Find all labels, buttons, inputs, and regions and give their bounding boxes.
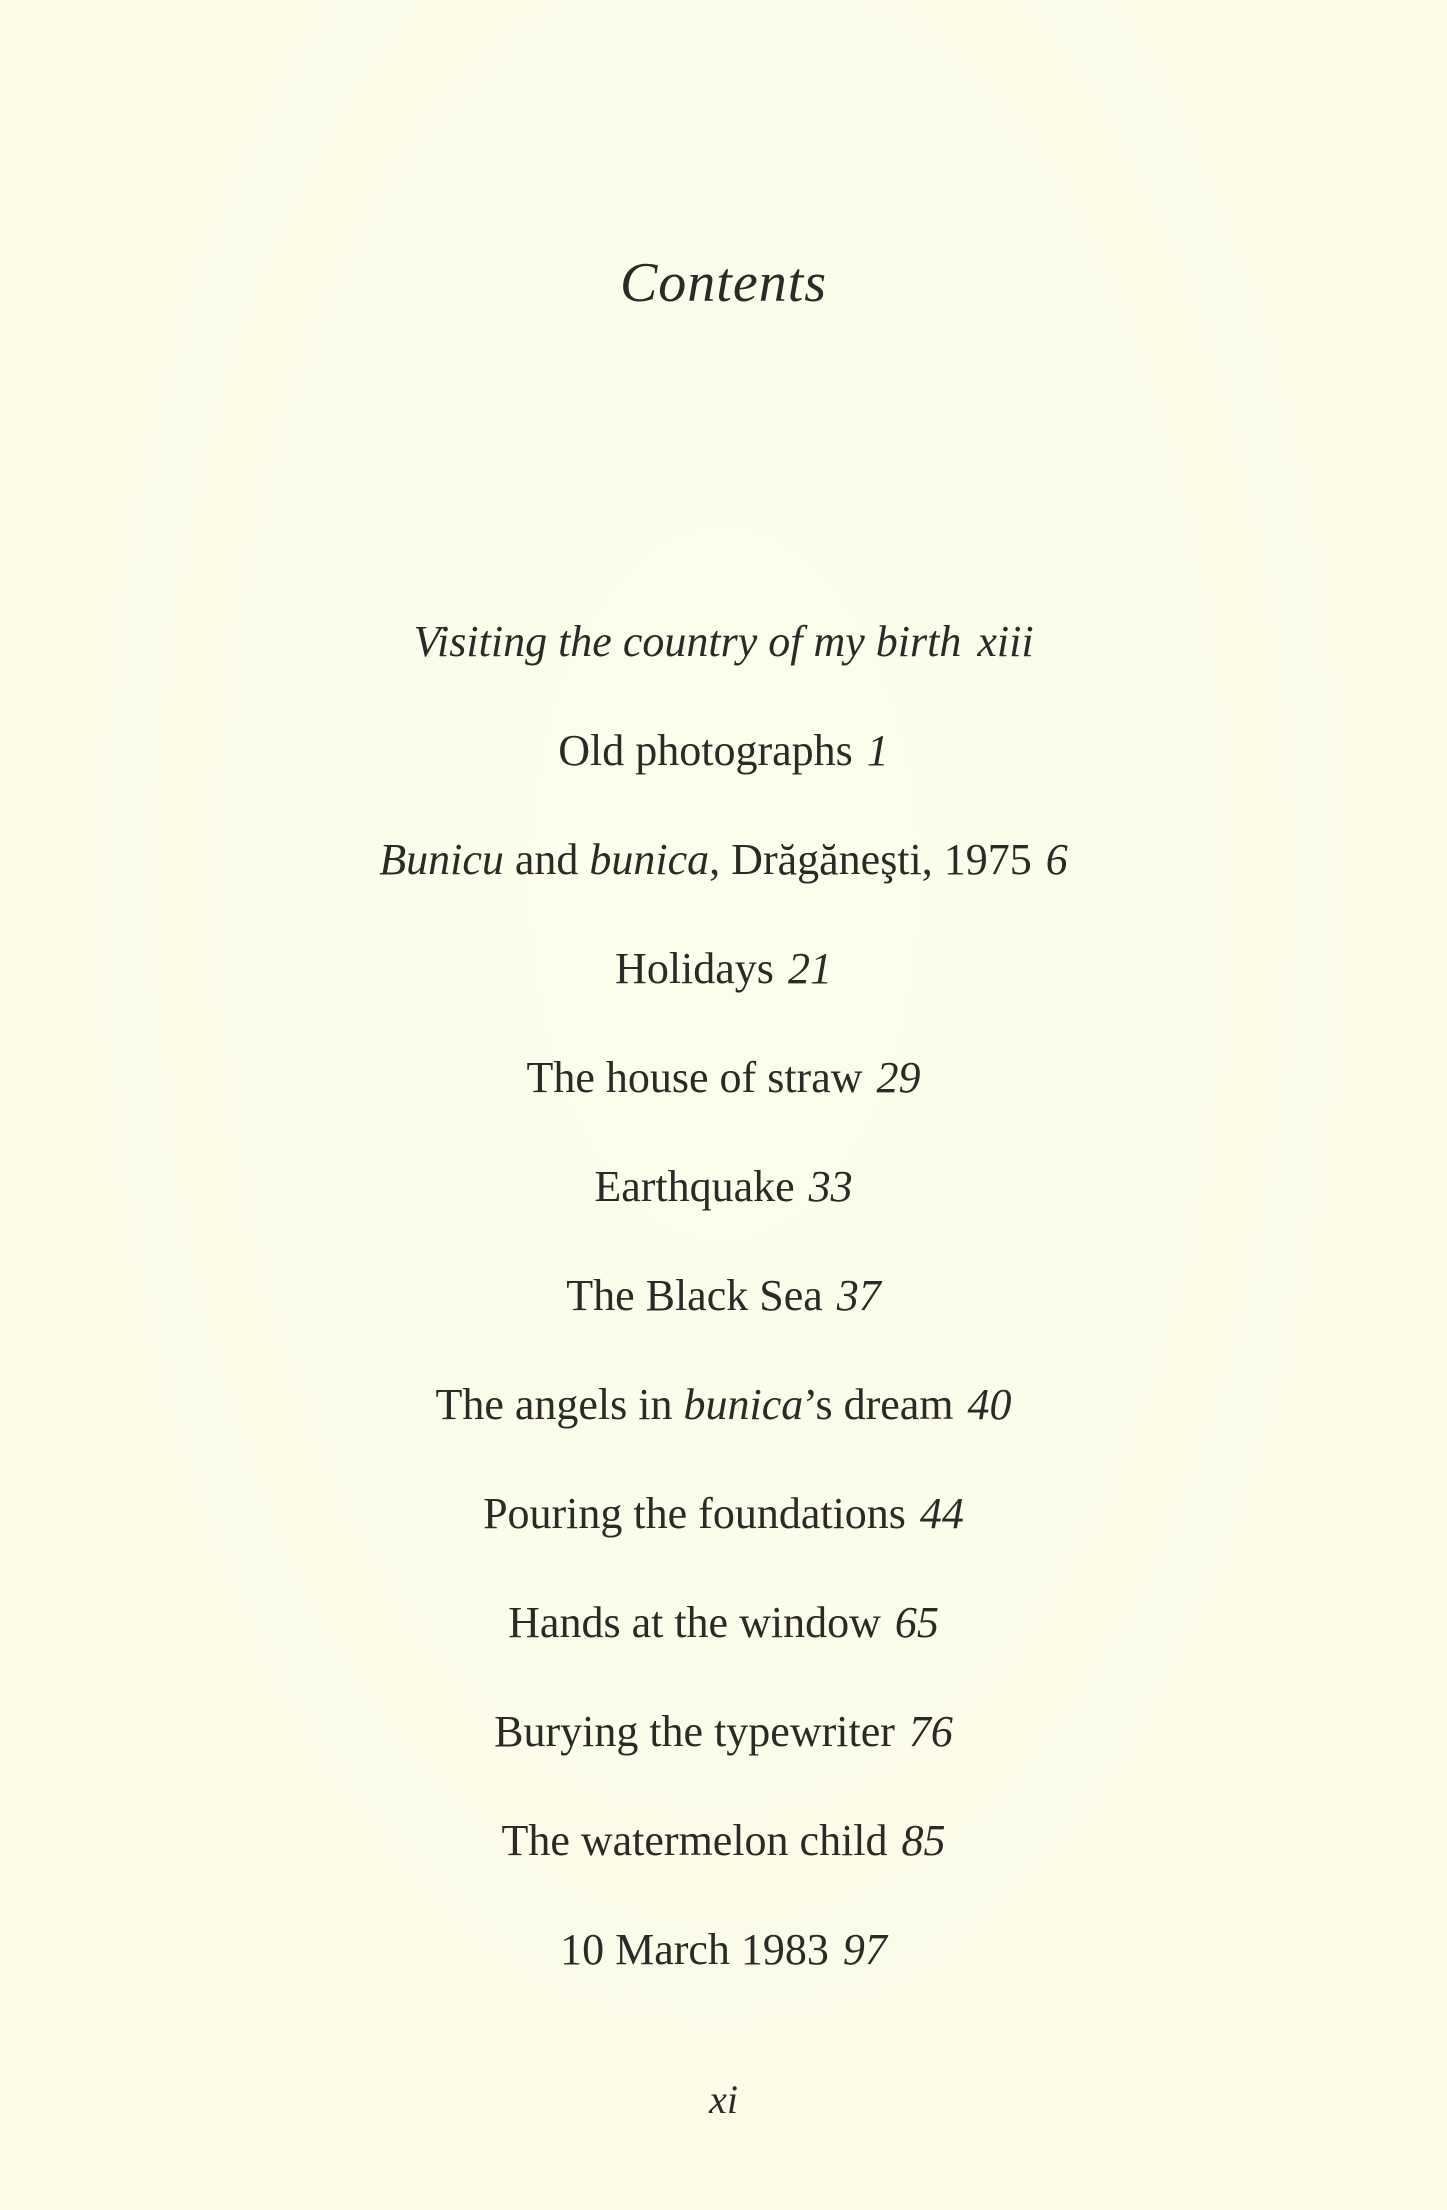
toc-entry-title: The watermelon child (501, 1816, 888, 1865)
toc-entry-title: Visiting the country of my birth (413, 617, 962, 666)
toc-entry (0, 1162, 1447, 1211)
toc-entry (0, 1380, 1447, 1429)
toc-entry-title-italic: Bunicu (379, 835, 504, 884)
toc-entry-page: 37 (836, 1271, 881, 1320)
toc-entry-title: Earthquake (594, 1162, 795, 1211)
toc-entry-title-text: , Drăgăneşti, 1975 (709, 835, 1032, 884)
toc-entry-page: 44 (919, 1489, 964, 1538)
toc-entry-title-italic: bunica (589, 835, 710, 884)
toc-entry-page: 29 (876, 1053, 921, 1102)
toc-entry-page: xiii (977, 617, 1034, 666)
toc-entry-title: Holidays (615, 944, 774, 993)
toc-entry-page: 97 (842, 1925, 887, 1974)
toc-entry-title: Old photographs (558, 726, 853, 775)
toc-entry-page: 85 (901, 1816, 946, 1865)
toc-entry-title: Pouring the foundations (483, 1489, 906, 1538)
toc-entry-title-italic: bunica (683, 1380, 804, 1429)
toc-entry-page: 65 (894, 1598, 939, 1647)
toc-entry (0, 835, 1447, 884)
toc-entry-page: 1 (866, 726, 889, 775)
toc-entry (0, 617, 1447, 666)
toc-entry-title: 10 March 1983 (560, 1925, 829, 1974)
toc-entry-page: 21 (787, 944, 832, 993)
toc-entry (0, 1053, 1447, 1102)
toc-entry (0, 1271, 1447, 1320)
toc-entry (0, 1925, 1447, 1974)
toc-entry-title-text: and (503, 835, 590, 884)
toc-entry-page: 33 (808, 1162, 853, 1211)
page-number-folio: xi (709, 2077, 738, 2122)
toc-entry-page: 40 (967, 1380, 1012, 1429)
toc-entry-page: 6 (1045, 835, 1068, 884)
toc-entry-title-text: ’s dream (803, 1380, 954, 1429)
toc-entry (0, 1816, 1447, 1865)
toc-entry (0, 726, 1447, 775)
page-title: Contents (619, 252, 828, 314)
toc-entry-title-text: The angels in (435, 1380, 684, 1429)
toc-entry-page: 76 (908, 1707, 953, 1756)
toc-entry (0, 1489, 1447, 1538)
toc-entry-title: Burying the typewriter (494, 1707, 895, 1756)
toc-entry (0, 944, 1447, 993)
toc-entry (0, 1598, 1447, 1647)
toc-entry-title: The Black Sea (566, 1271, 823, 1320)
toc-entry-title: The house of straw (526, 1053, 863, 1102)
toc-entry-title: Hands at the window (508, 1598, 881, 1647)
toc-entry (0, 1707, 1447, 1756)
